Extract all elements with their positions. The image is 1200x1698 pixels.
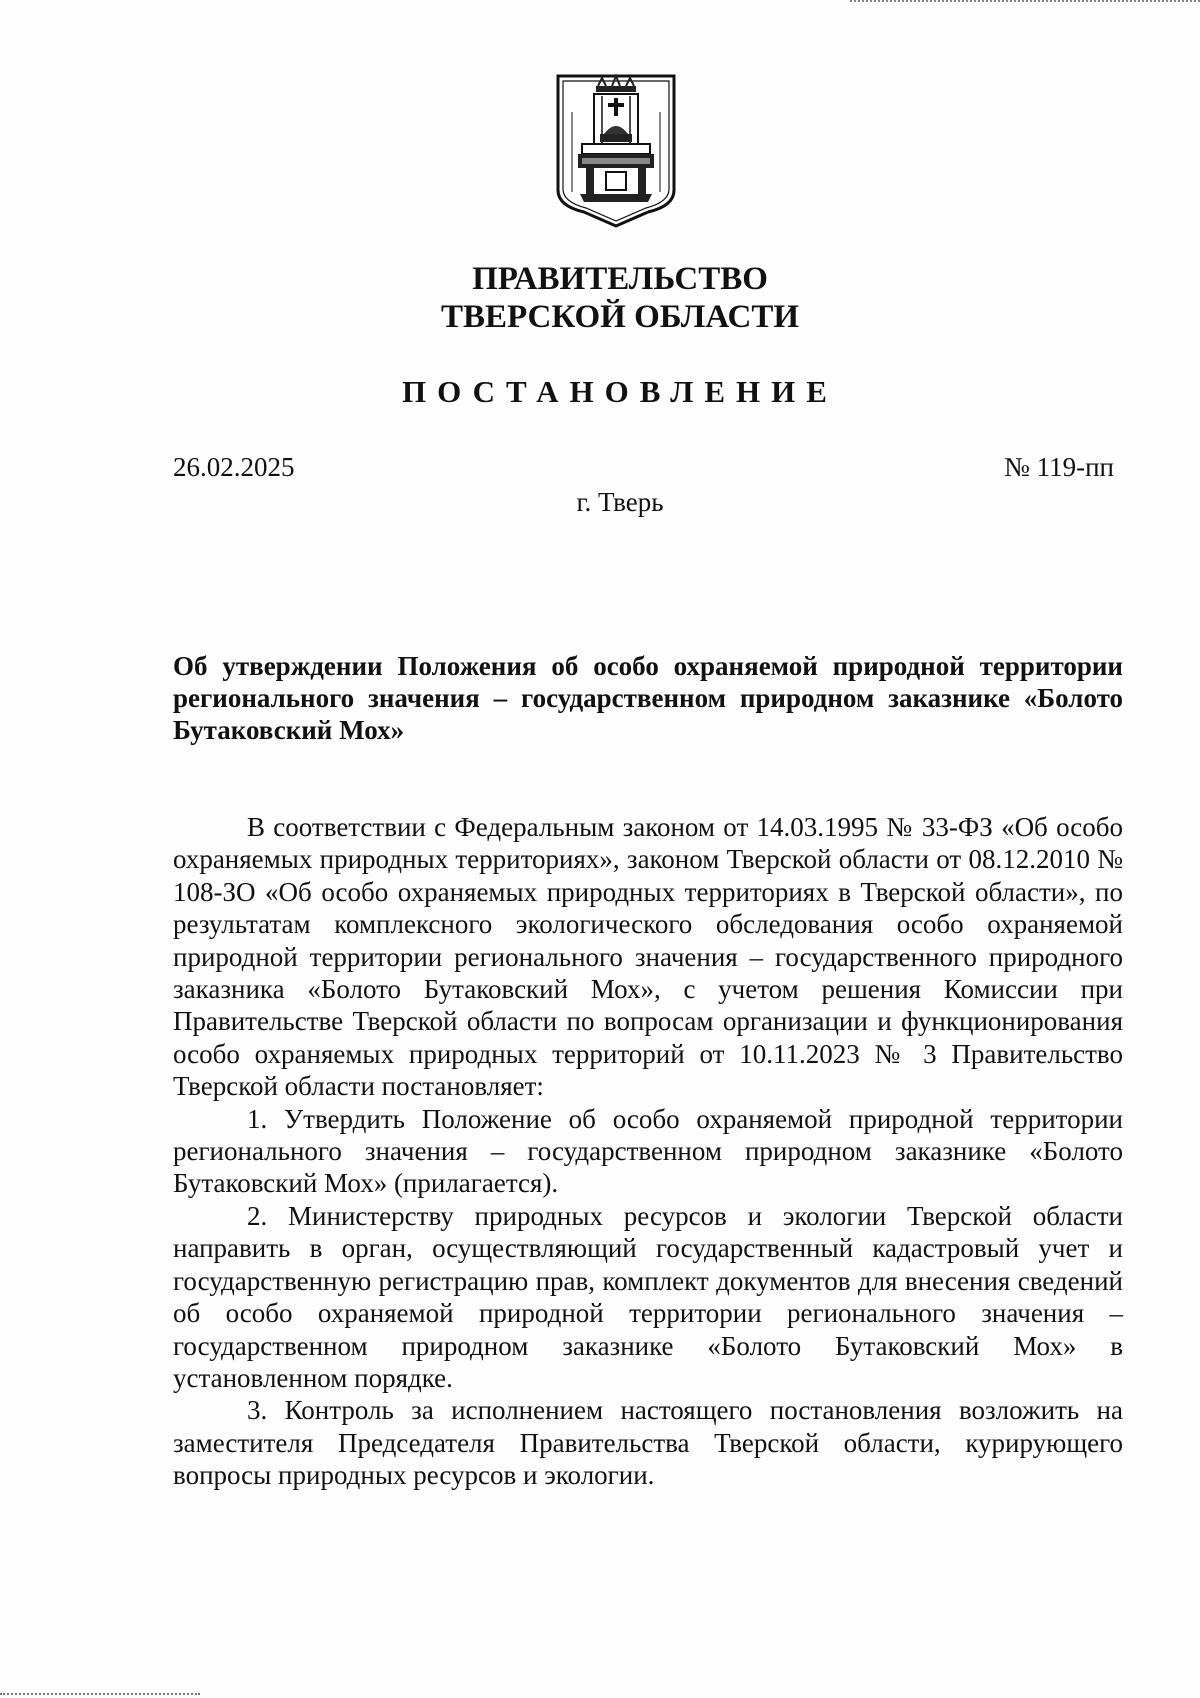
body-preamble: В соответствии с Федеральным законом от 14.03.1995 № 33-ФЗ «Об особо охраняемых природных территориях», законом Тверской области от 08.12.2010 № 108-ЗО «Об особо охраняемых природных территориях в Тверской области», по результатам комплексного экологического обследования особо охраняемой природной территории регионального значения – государственного природного заказника «Болото Бутаковский Мох», с учетом решения Комиссии при Правительстве Тверской области по вопросам организации и функционирования особо охраняемых природных территорий от 10.11.2023 № 3 Правительство Тверской области постановляет: [173, 812, 1123, 1102]
document-body [173, 811, 1123, 1492]
scan-edge-mark [0, 1693, 200, 1695]
body-item-2: 2. Министерству природных ресурсов и экологии Тверской области направить в орган, осуществляющий государственный кадастровый учет и государственную регистрацию прав, комплект документов для внесения сведений об особо охраняемой природной территории регионального значения – государственном природном заказнике «Болото Бутаковский Мох» в установленном порядке. [173, 1200, 1123, 1393]
document-date: 26.02.2025 [173, 452, 295, 482]
document-city: г. Тверь [576, 487, 664, 517]
body-item-1: 1. Утвердить Положение об особо охраняемой природной территории регионального значения – государственном природном заказнике «Болото Бутаковский Мох» (прилагается). [173, 1103, 1123, 1199]
document-title: Об утверждении Положения об особо охраняемой природной территории регионального значения – государственном природном заказнике «Болото Бутаковский Мох» [173, 651, 1123, 745]
document-type-heading: ПОСТАНОВЛЕНИЕ [402, 374, 838, 409]
scan-edge-mark [850, 0, 1200, 2]
organization-name-line2: ТВЕРСКОЙ ОБЛАСТИ [440, 299, 800, 335]
body-item-3: 3. Контроль за исполнением настоящего постановления возложить на заместителя Председателя Правительства Тверской области, курирующего вопросы природных ресурсов и экологии. [173, 1395, 1123, 1491]
organization-name-line1: ПРАВИТЕЛЬСТВО [472, 261, 768, 297]
tver-coat-of-arms-emblem-icon [552, 72, 680, 228]
document-number: № 119-пп [1004, 452, 1114, 482]
